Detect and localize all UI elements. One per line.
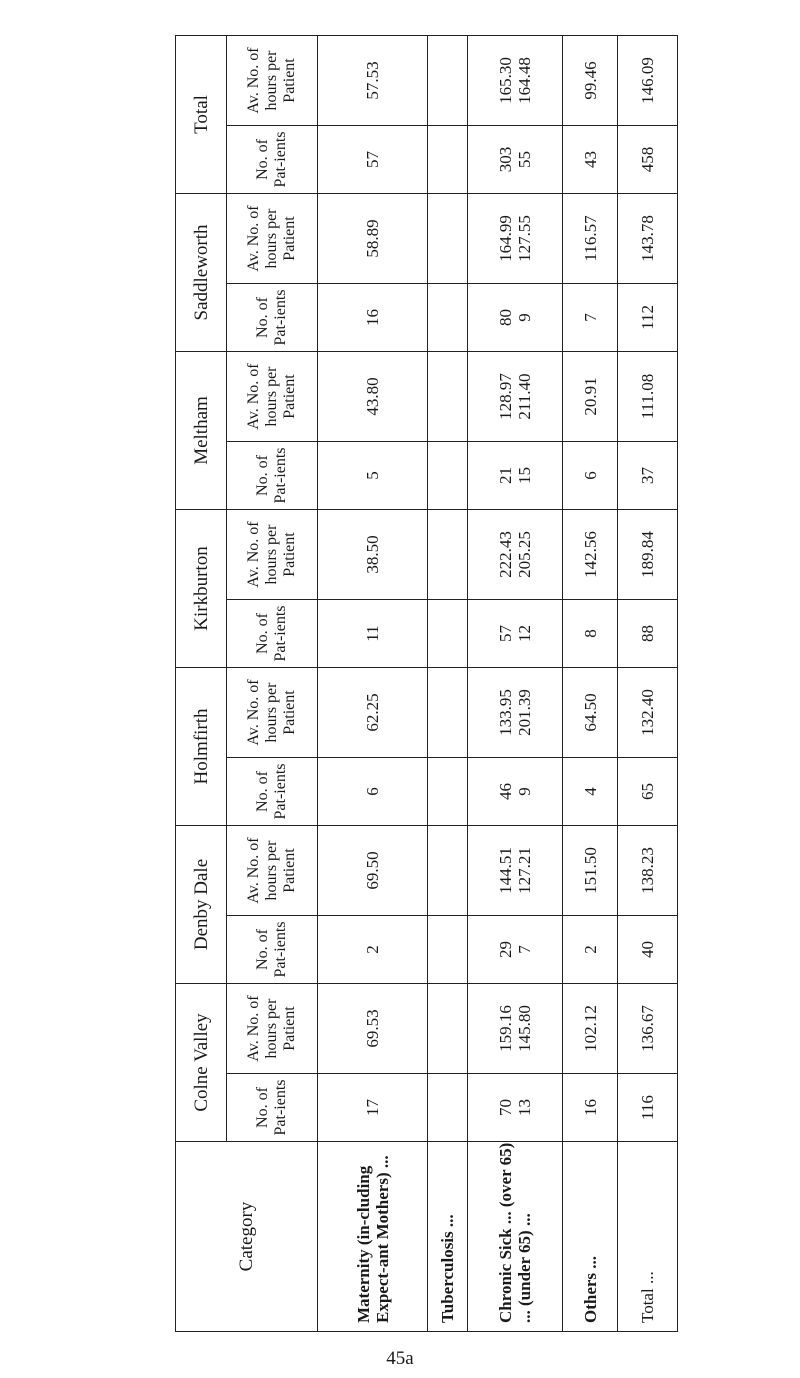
table-row xyxy=(618,35,678,1331)
value-cell xyxy=(428,826,468,916)
value-cell xyxy=(428,984,468,1074)
category-cell: Total ... xyxy=(618,1142,678,1332)
value-cell: 29 7 xyxy=(468,916,563,984)
value-cell: 102.12 xyxy=(563,984,618,1074)
value-cell: 222.43 205.25 xyxy=(468,510,563,600)
value-cell: 21 15 xyxy=(468,442,563,510)
value-cell: 64.50 xyxy=(563,668,618,758)
value-cell xyxy=(428,668,468,758)
value-cell: 128.97 211.40 xyxy=(468,351,563,441)
sub-header-hours: Av. No. of hours per Patient xyxy=(227,351,318,441)
category-cell: Maternity (in-cluding Expect-ant Mothers) ... xyxy=(318,1142,428,1332)
value-cell: 138.23 xyxy=(618,826,678,916)
value-cell: 5 xyxy=(318,442,428,510)
value-cell: 136.67 xyxy=(618,984,678,1074)
value-cell: 6 xyxy=(563,442,618,510)
rotated-table-container xyxy=(175,47,657,1332)
value-cell xyxy=(428,510,468,600)
sub-header-patients: No. of Pat-ients xyxy=(227,125,318,193)
value-cell: 165.30 164.48 xyxy=(468,35,563,125)
value-cell xyxy=(428,600,468,668)
table-row xyxy=(428,35,468,1331)
sub-header-patients: No. of Pat-ients xyxy=(227,283,318,351)
value-cell: 111.08 xyxy=(618,351,678,441)
value-cell: 88 xyxy=(618,600,678,668)
value-cell: 17 xyxy=(318,1074,428,1142)
table-body xyxy=(318,35,678,1331)
value-cell: 8 xyxy=(563,600,618,668)
table-row xyxy=(318,35,428,1331)
value-cell: 37 xyxy=(618,442,678,510)
value-cell xyxy=(428,35,468,125)
group-header-colne-valley: Colne Valley xyxy=(176,984,227,1142)
value-cell: 458 xyxy=(618,125,678,193)
value-cell: 132.40 xyxy=(618,668,678,758)
value-cell: 65 xyxy=(618,758,678,826)
page-number: 45a xyxy=(386,1348,414,1369)
value-cell: 69.53 xyxy=(318,984,428,1074)
value-cell: 159.16 145.80 xyxy=(468,984,563,1074)
value-cell: 11 xyxy=(318,600,428,668)
value-cell xyxy=(428,916,468,984)
sub-header-hours: Av. No. of hours per Patient xyxy=(227,35,318,125)
sub-header-hours: Av. No. of hours per Patient xyxy=(227,193,318,283)
value-cell xyxy=(428,125,468,193)
value-cell: 16 xyxy=(563,1074,618,1142)
value-cell: 57 12 xyxy=(468,600,563,668)
value-cell xyxy=(428,283,468,351)
value-cell: 70 13 xyxy=(468,1074,563,1142)
value-cell: 80 9 xyxy=(468,283,563,351)
value-cell: 58.89 xyxy=(318,193,428,283)
value-cell: 2 xyxy=(318,916,428,984)
value-cell: 146.09 xyxy=(618,35,678,125)
category-cell: Tuberculosis ... xyxy=(428,1142,468,1332)
group-header-meltham: Meltham xyxy=(176,351,227,509)
value-cell: 99.46 xyxy=(563,35,618,125)
group-header-kirkburton: Kirkburton xyxy=(176,510,227,668)
value-cell: 142.56 xyxy=(563,510,618,600)
sub-header-hours: Av. No. of hours per Patient xyxy=(227,510,318,600)
sub-header-patients: No. of Pat-ients xyxy=(227,600,318,668)
value-cell: 2 xyxy=(563,916,618,984)
value-cell xyxy=(428,1074,468,1142)
table-row xyxy=(563,35,618,1331)
group-header-saddleworth: Saddleworth xyxy=(176,193,227,351)
value-cell: 46 9 xyxy=(468,758,563,826)
value-cell: 16 xyxy=(318,283,428,351)
value-cell: 4 xyxy=(563,758,618,826)
value-cell: 69.50 xyxy=(318,826,428,916)
sub-header-hours: Av. No. of hours per Patient xyxy=(227,826,318,916)
value-cell: 43.80 xyxy=(318,351,428,441)
value-cell: 143.78 xyxy=(618,193,678,283)
value-cell: 164.99 127.55 xyxy=(468,193,563,283)
value-cell: 40 xyxy=(618,916,678,984)
sub-header-patients: No. of Pat-ients xyxy=(227,758,318,826)
value-cell: 189.84 xyxy=(618,510,678,600)
value-cell xyxy=(428,193,468,283)
value-cell xyxy=(428,442,468,510)
value-cell: 144.51 127.21 xyxy=(468,826,563,916)
value-cell: 43 xyxy=(563,125,618,193)
value-cell: 38.50 xyxy=(318,510,428,600)
value-cell: 57 xyxy=(318,125,428,193)
value-cell xyxy=(428,758,468,826)
sub-header-hours: Av. No. of hours per Patient xyxy=(227,668,318,758)
value-cell: 62.25 xyxy=(318,668,428,758)
group-header-total: Total xyxy=(176,35,227,193)
value-cell: 133.95 201.39 xyxy=(468,668,563,758)
table-row xyxy=(468,35,563,1331)
value-cell xyxy=(428,351,468,441)
value-cell: 57.53 xyxy=(318,35,428,125)
value-cell: 116 xyxy=(618,1074,678,1142)
value-cell: 7 xyxy=(563,283,618,351)
value-cell: 112 xyxy=(618,283,678,351)
value-cell: 20.91 xyxy=(563,351,618,441)
value-cell: 303 55 xyxy=(468,125,563,193)
sub-header-hours: Av. No. of hours per Patient xyxy=(227,984,318,1074)
hours-per-patient-table xyxy=(175,35,678,1332)
sub-header-patients: No. of Pat-ients xyxy=(227,1074,318,1142)
sub-header-row xyxy=(227,35,318,1331)
sub-header-patients: No. of Pat-ients xyxy=(227,916,318,984)
group-header-denby-dale: Denby Dale xyxy=(176,826,227,984)
category-cell: Others ... xyxy=(563,1142,618,1332)
group-header-holmfirth: Holmfirth xyxy=(176,668,227,826)
value-cell: 6 xyxy=(318,758,428,826)
value-cell: 151.50 xyxy=(563,826,618,916)
category-cell: Chronic Sick ... (over 65) ... (under 65) ... xyxy=(468,1142,563,1332)
sub-header-patients: No. of Pat-ients xyxy=(227,442,318,510)
value-cell: 116.57 xyxy=(563,193,618,283)
category-header: Category xyxy=(176,1142,318,1332)
